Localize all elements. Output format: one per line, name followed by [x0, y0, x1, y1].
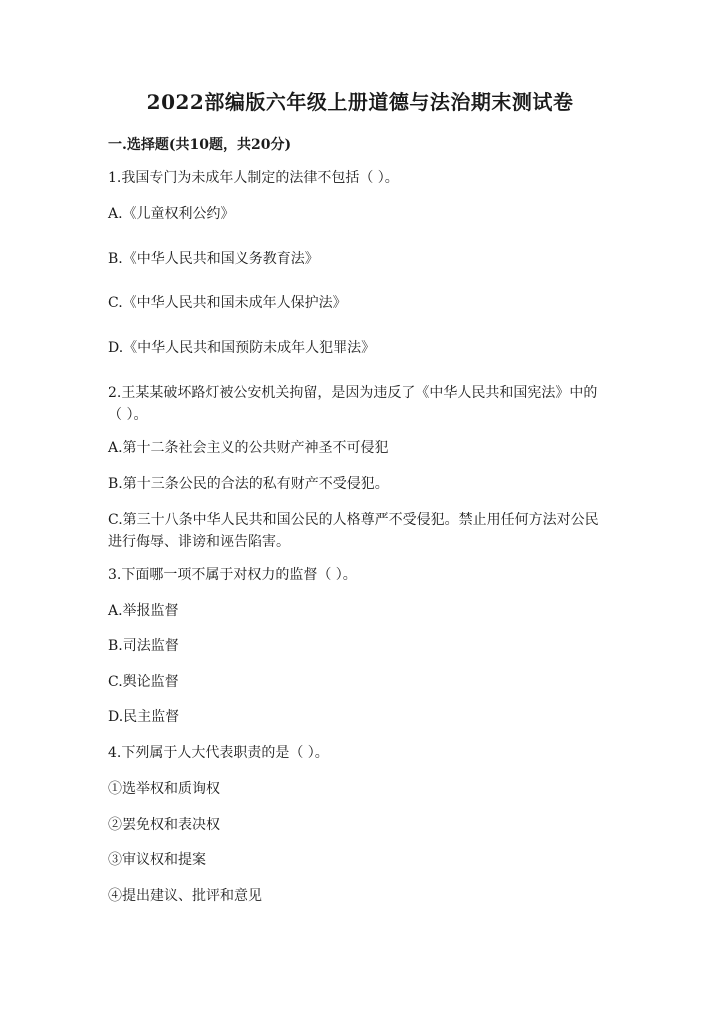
question-4-item-4: ④提出建议、批评和意见 [108, 888, 262, 904]
question-1-option-a: A.《儿童权利公约》 [108, 206, 235, 222]
question-3: 3.下面哪一项不属于对权力的监督（ ）。 [108, 567, 357, 583]
question-4-item-2: ②罢免权和表决权 [108, 817, 220, 833]
question-1-option-b: B.《中华人民共和国义务教育法》 [108, 251, 319, 267]
question-4: 4.下列属于人大代表职责的是（ ）。 [108, 745, 329, 761]
question-1: 1.我国专门为未成年人制定的法律不包括（ ）。 [108, 170, 399, 186]
question-4-item-1: ①选举权和质询权 [108, 781, 220, 797]
question-3-option-d: D.民主监督 [108, 709, 180, 725]
question-1-option-c: C.《中华人民共和国未成年人保护法》 [108, 295, 347, 311]
question-1-option-d: D.《中华人民共和国预防未成年人犯罪法》 [108, 340, 376, 356]
question-2-option-c: C.第三十八条中华人民共和国公民的人格尊严不受侵犯。禁止用任何方法对公民进行侮辱、诽谤和诬告陷害。 [108, 512, 599, 550]
question-3-option-c: C.舆论监督 [108, 674, 179, 690]
question-2-option-a: A.第十二条社会主义的公共财产神圣不可侵犯 [108, 440, 389, 456]
question-3-option-b: B.司法监督 [108, 638, 179, 654]
section-heading: 一.选择题(共10题，共20分) [108, 137, 292, 153]
question-3-option-a: A.举报监督 [108, 603, 179, 619]
question-2: 2.王某某破坏路灯被公安机关拘留，是因为违反了《中华人民共和国宪法》中的（ ）。 [108, 385, 598, 423]
question-2-option-b: B.第十三条公民的合法的私有财产不受侵犯。 [108, 476, 389, 492]
question-4-item-3: ③审议权和提案 [108, 852, 206, 868]
exam-title: 2022部编版六年级上册道德与法治期末测试卷 [146, 90, 574, 114]
